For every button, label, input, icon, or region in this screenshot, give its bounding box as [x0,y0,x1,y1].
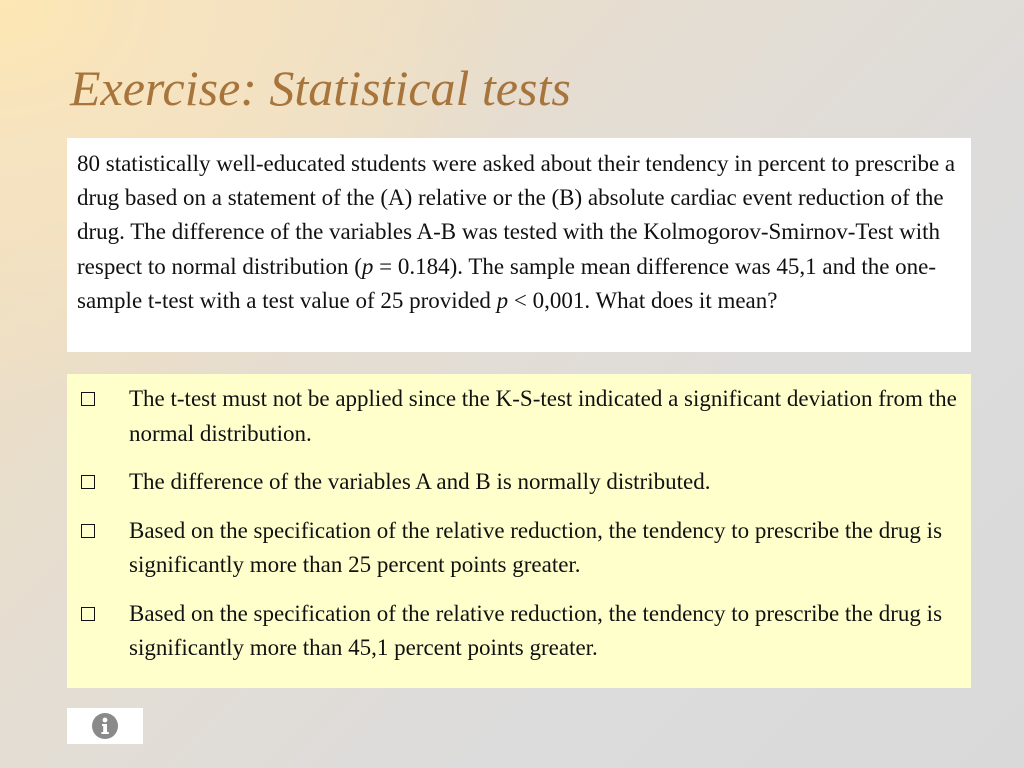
info-glyph [92,713,118,739]
answer-option[interactable] [79,465,957,500]
question-text-part-2: = 0.184). The sample mean difference was 45,1 and the one-sample t-test with a test value of 25 provided [77,253,937,313]
answer-checkbox[interactable] [81,475,95,489]
question-text-part-3: < 0,001. What does it mean? [508,287,778,313]
answer-checkbox[interactable] [81,524,95,538]
question-text-part-1: 80 statistically well-educated students were asked about their tendency in percent to prescribe a drug based on a statement of the (A) relative or the (B) absolute cardiac event reduction of the drug. The difference of the variables A-B was tested with the Kolmogorov-Smirnov-Test with respect to normal distribution ( [77,151,956,279]
answer-option-text: The difference of the variables A and B is normally distributed. [129,469,711,494]
answer-option-text: Based on the specification of the relative reduction, the tendency to prescribe the drug is significantly more than 25 percent points greater. [129,517,943,577]
question-text [77,147,959,318]
answer-checkbox[interactable] [81,392,95,406]
answer-option-text: Based on the specification of the relative reduction, the tendency to prescribe the drug is significantly more than 45,1 percent points greater. [129,600,943,660]
answer-option-text: The t-test must not be applied since the K-S-test indicated a significant deviation from the normal distribution. [129,386,957,446]
answer-option[interactable] [79,514,957,583]
answer-option[interactable] [79,382,957,451]
info-button[interactable] [67,708,143,744]
info-icon [92,713,118,739]
question-box [67,138,971,352]
slide-title: Exercise: Statistical tests [70,60,571,116]
answer-options [67,374,971,688]
p-value-symbol: p [361,253,374,279]
answer-checkbox[interactable] [81,607,95,621]
p-value-symbol: p [496,287,509,313]
answer-option[interactable] [79,597,957,666]
